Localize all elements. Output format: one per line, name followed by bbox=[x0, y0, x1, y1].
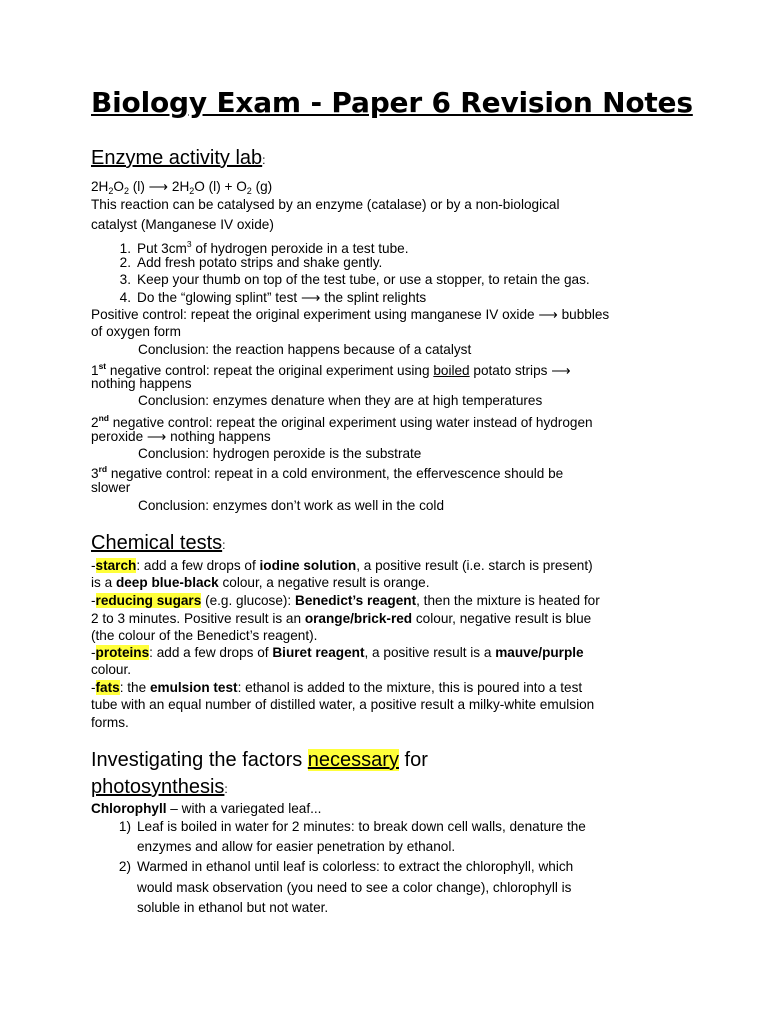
text: : the bbox=[119, 680, 150, 695]
heading-colon: : bbox=[224, 782, 228, 796]
bold-term: mauve/purple bbox=[495, 645, 584, 660]
list-number: 1. bbox=[119, 241, 131, 256]
starch-test bbox=[91, 557, 593, 575]
positive-control: Positive control: repeat the original experiment using manganese IV oxide ⟶ bubbles bbox=[91, 307, 610, 322]
list-number: 1) bbox=[118, 819, 131, 834]
list-text: of hydrogen peroxide in a test tube. bbox=[191, 241, 409, 256]
superscript: st bbox=[98, 361, 107, 371]
list-item-continued: soluble in ethanol but not water. bbox=[137, 900, 329, 915]
highlighted-word: necessary bbox=[307, 749, 399, 771]
highlighted-term: reducing sugars bbox=[95, 593, 202, 608]
fats-test: forms. bbox=[91, 715, 129, 730]
underlined-word: boiled bbox=[433, 363, 470, 378]
intro-line: catalyst (Manganese IV oxide) bbox=[91, 217, 274, 232]
bold-term: Chlorophyll bbox=[91, 801, 167, 816]
list-item bbox=[112, 818, 586, 836]
intro-line: This reaction can be catalysed by an enzyme (catalase) or by a non-biological bbox=[91, 197, 560, 212]
heading-colon: : bbox=[222, 538, 226, 552]
conclusion: Conclusion: hydrogen peroxide is the substrate bbox=[138, 446, 422, 461]
fats-test: tube with an equal number of distilled water, a positive result a milky-white emulsion bbox=[91, 697, 595, 712]
heading-text: Investigating the factors bbox=[91, 749, 308, 771]
list-item bbox=[112, 289, 426, 307]
ordinal: 2 bbox=[91, 415, 99, 430]
reducing-sugars-test: (the colour of the Benedict’s reagent). bbox=[91, 628, 318, 643]
superscript: rd bbox=[98, 464, 108, 474]
chlorophyll-line bbox=[91, 800, 321, 818]
heading-text: for bbox=[398, 749, 428, 771]
bold-term: iodine solution bbox=[259, 558, 357, 573]
dash: - bbox=[91, 645, 96, 660]
list-number: 3. bbox=[119, 272, 131, 287]
page-title: Biology Exam - Paper 6 Revision Notes bbox=[91, 86, 693, 119]
list-number: 2. bbox=[119, 255, 131, 270]
text: colour, negative result is blue bbox=[412, 611, 592, 626]
list-text: Add fresh potato strips and shake gently. bbox=[137, 255, 383, 270]
bold-term: emulsion test bbox=[149, 680, 238, 695]
bold-term: Benedict’s reagent bbox=[295, 593, 417, 608]
list-text: Warmed in ethanol until leaf is colorless: to extract the chlorophyll, which bbox=[137, 859, 574, 874]
starch-test bbox=[91, 574, 430, 592]
text: negative control: repeat in a cold environment, the effervescence should be bbox=[107, 466, 564, 481]
bold-term: deep blue-black bbox=[115, 575, 219, 590]
fats-test bbox=[91, 679, 582, 697]
negative-control-3 bbox=[91, 461, 563, 483]
eq-sub: 2 bbox=[189, 186, 195, 196]
proteins-test bbox=[91, 644, 584, 662]
text: : add a few drops of bbox=[136, 558, 260, 573]
text: negative control: repeat the original experiment using water instead of hydrogen bbox=[108, 415, 593, 430]
bold-term: orange/brick-red bbox=[304, 611, 413, 626]
ordinal: 1 bbox=[91, 363, 99, 378]
list-number: 4. bbox=[119, 290, 131, 305]
text: colour, a negative result is orange. bbox=[218, 575, 430, 590]
eq-sub: 2 bbox=[246, 186, 252, 196]
dash: - bbox=[91, 593, 96, 608]
text: , then the mixture is heated for bbox=[416, 593, 600, 608]
negative-control-1: nothing happens bbox=[91, 376, 192, 391]
eq-part: (g) bbox=[251, 179, 273, 194]
reducing-sugars-test bbox=[91, 592, 600, 610]
highlighted-term: starch bbox=[95, 558, 137, 573]
text: , a positive result is a bbox=[364, 645, 496, 660]
conclusion: Conclusion: the reaction happens because of a catalyst bbox=[138, 342, 472, 357]
reducing-sugars-test bbox=[91, 610, 591, 628]
positive-control: of oxygen form bbox=[91, 324, 181, 339]
heading-text: photosynthesis bbox=[91, 776, 225, 798]
dash: - bbox=[91, 558, 96, 573]
heading-colon: : bbox=[262, 153, 266, 167]
list-item bbox=[112, 858, 573, 876]
text: 2 to 3 minutes. Positive result is an bbox=[91, 611, 305, 626]
enzyme-heading bbox=[91, 147, 266, 170]
bold-term: Biuret reagent bbox=[272, 645, 365, 660]
list-item bbox=[112, 254, 382, 272]
highlighted-term: fats bbox=[95, 680, 120, 695]
text: : ethanol is added to the mixture, this is poured into a test bbox=[237, 680, 583, 695]
enzyme-heading-text: Enzyme activity lab bbox=[91, 147, 263, 169]
text: negative control: repeat the original experiment using bbox=[106, 363, 434, 378]
eq-part: O (l) + O bbox=[194, 179, 247, 194]
list-item-continued: would mask observation (you need to see a color change), chlorophyll is bbox=[137, 880, 572, 895]
chemical-tests-heading bbox=[91, 532, 226, 555]
text: is a bbox=[91, 575, 116, 590]
list-text: Leaf is boiled in water for 2 minutes: to break down cell walls, denature the bbox=[137, 819, 586, 834]
negative-control-3: slower bbox=[91, 480, 131, 495]
photosynthesis-heading bbox=[91, 776, 228, 799]
proteins-test: colour. bbox=[91, 662, 132, 677]
text: , a positive result (i.e. starch is present) bbox=[356, 558, 593, 573]
text: (e.g. glucose): bbox=[201, 593, 295, 608]
eq-part: 2H bbox=[91, 179, 109, 194]
text: potato strips ⟶ bbox=[469, 363, 571, 378]
eq-part: O bbox=[113, 179, 124, 194]
list-item-continued: enzymes and allow for easier penetration by ethanol. bbox=[137, 839, 456, 854]
superscript: 3 bbox=[186, 239, 192, 249]
list-text: Put 3cm bbox=[137, 241, 187, 256]
photosynthesis-heading bbox=[91, 749, 428, 772]
list-text: Keep your thumb on top of the test tube, or use a stopper, to retain the gas. bbox=[137, 272, 590, 287]
chemical-heading-text: Chemical tests bbox=[91, 532, 223, 554]
text: : add a few drops of bbox=[149, 645, 273, 660]
ordinal: 3 bbox=[91, 466, 99, 481]
negative-control-2: peroxide ⟶ nothing happens bbox=[91, 429, 271, 444]
text: – with a variegated leaf... bbox=[166, 801, 322, 816]
conclusion: Conclusion: enzymes denature when they are at high temperatures bbox=[138, 393, 543, 408]
eq-sub: 2 bbox=[108, 186, 114, 196]
eq-part: (l) ⟶ 2H bbox=[129, 179, 190, 194]
dash: - bbox=[91, 680, 96, 695]
conclusion: Conclusion: enzymes don’t work as well in the cold bbox=[138, 498, 445, 513]
list-text: Do the “glowing splint” test ⟶ the splint relights bbox=[137, 290, 427, 305]
eq-sub: 2 bbox=[123, 186, 129, 196]
list-item bbox=[112, 271, 590, 289]
superscript: nd bbox=[98, 413, 109, 423]
list-number: 2) bbox=[118, 859, 131, 874]
highlighted-term: proteins bbox=[95, 645, 150, 660]
